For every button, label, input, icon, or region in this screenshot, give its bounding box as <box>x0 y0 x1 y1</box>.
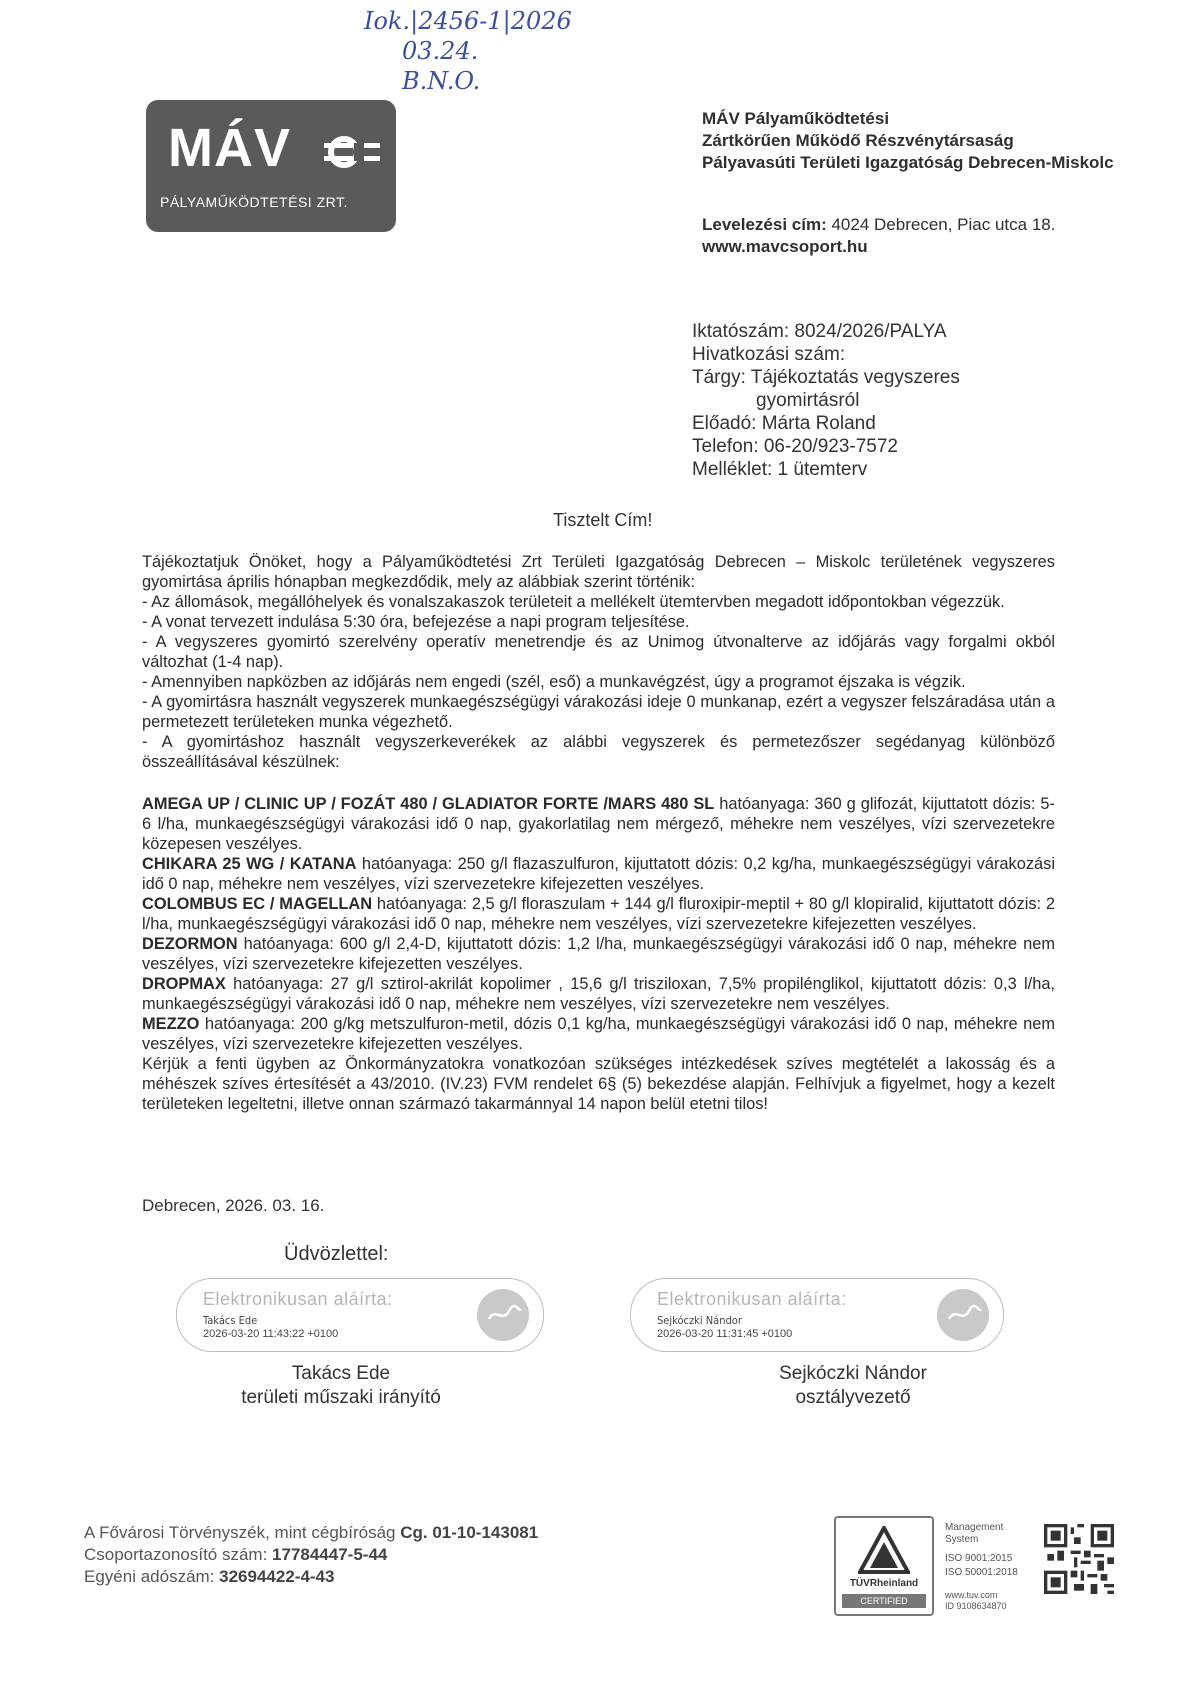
bullet-weather: - Amennyiben napközben az időjárás nem engedi (szél, eső) a munkavégzést, úgy a programot éjszaka is végzik. <box>142 673 966 691</box>
signature-seal-icon <box>937 1289 989 1341</box>
signer-role: területi műszaki irányító <box>241 1387 441 1408</box>
closing-paragraph: Kérjük a fenti ügyben az Önkormányzatokra vonatkozóan szükséges intézkedések szíves megtételét a lakosság és a méhészek szíves értesítését a 43/2010. (IV.23) FVM rendelet 6§ (5) bekezdése alapján. Felhívjuk a figyelmet, hogy a kezelt területeken legeltetni, illetve onnan származó takarmánnyal 14 napon belül etetni tilos! <box>142 1055 1055 1113</box>
product-dezormon <box>142 934 1055 974</box>
presenter: Előadó: Márta Roland <box>692 413 876 434</box>
tuv-website[interactable]: www.tuv.com <box>945 1590 998 1600</box>
electronic-signature-2[interactable] <box>630 1278 1004 1352</box>
website-link[interactable]: www.mavcsoport.hu <box>702 237 868 256</box>
reference-number: Iktatószám: 8024/2026/PALYA <box>692 321 947 342</box>
qr-code-icon[interactable] <box>1044 1524 1114 1594</box>
signature-timestamp: 2026-03-20 11:43:22 +0100 <box>203 1328 339 1340</box>
bullet-waiting-time: - A gyomirtásra használt vegyszerek munkaegészségügyi várakozási ideje 0 munkanap, ezért a vegyszer felszáradása után a permetezett területeken munka végezhető. <box>142 693 1055 731</box>
address-label: Levelezési cím: <box>702 215 827 234</box>
court-label: A Fővárosi Törvényszék, mint cégbíróság <box>84 1523 401 1542</box>
company-name-line-1: MÁV Pályaműködtetési <box>702 109 890 128</box>
signature-name: Takács Ede <box>203 1314 258 1327</box>
iso-9001: ISO 9001:2015 <box>945 1553 1013 1564</box>
product-dropmax <box>142 974 1055 1014</box>
system-line-2: System <box>945 1534 979 1545</box>
regards: Üdvözlettel: <box>284 1243 389 1265</box>
mav-logo <box>146 100 396 232</box>
tuv-brand: TÜVRheinland <box>849 1578 919 1589</box>
signer-name: Takács Ede <box>291 1363 391 1384</box>
management-system-info <box>945 1522 1018 1612</box>
subject: Tárgy: Tájékoztatás vegyszeres <box>692 367 960 388</box>
company-name-line-2: Zártkörűen Működő Részvénytársaság <box>702 131 1014 150</box>
bullet-mixtures: - A gyomirtáshoz használt vegyszerkeverékek az alábbi vegyszerek és permetezőszer segédanyag különböző összeállításával készülnek: <box>142 733 1055 771</box>
system-line-1: Management <box>945 1522 1004 1533</box>
electronic-signature-1[interactable] <box>176 1278 544 1352</box>
signature-label: Elektronikusan aláírta: <box>203 1289 393 1309</box>
footer-registry <box>84 1522 538 1588</box>
bullet-operative-schedule: - A vegyszeres gyomirtó szerelvény operatív menetrendje és az Unimog útvonalterve az időjárás vagy forgalmi okból változhat (1-4 nap). <box>142 633 1055 671</box>
product-name: MEZZO <box>142 1015 200 1033</box>
product-description: hatóanyaga: 2,5 g/l floraszulam + 144 g/l fluroxipir-meptil + 80 g/l klopiralid, kijuttatott dózis: 2 l/ha, munkaegészségügyi várakozási idő 0 nap, méhekre nem veszélyes, vízi szervezetekre kifejezetten veszélyes. <box>142 895 1055 933</box>
phone: Telefon: 06-20/923-7572 <box>692 436 898 457</box>
group-id-label: Csoportazonosító szám: <box>84 1545 273 1564</box>
intro-paragraph: Tájékoztatjuk Önöket, hogy a Pályaműködtetési Zrt Területi Igazgatóság Debrecen – Miskolc területének vegyszeres gyomirtása április hónapban megkezdődik, mely az alábbiak szerint történik: <box>142 553 1055 591</box>
product-mezzo <box>142 1014 1055 1054</box>
signature-timestamp: 2026-03-20 11:31:45 +0100 <box>657 1328 793 1340</box>
product-description: hatóanyaga: 27 g/l sztirol-akrilát kopolimer , 15,6 g/l trisziloxan, 7,5% propilénglikol, kijuttatott dózis: 0,3 l/ha, munkaegészségügyi várakozási idő 0 nap, méhekre nem veszélyes, vízi szervezetekre nem veszélyes. <box>142 975 1055 1013</box>
company-header <box>702 108 1114 174</box>
city-date: Debrecen, 2026. 03. 16. <box>142 1196 325 1215</box>
product-description: hatóanyaga: 360 g glifozát, kijuttatott dózis: 5-6 l/ha, munkaegészségügyi várakozási idő 0 nap, gyakorlatilag nem mérgező, méhekre nem veszélyes, vízi szervezetekre közepesen veszélyes. <box>142 795 1055 853</box>
signature-seal-icon <box>477 1289 529 1341</box>
tax-id-label: Egyéni adószám: <box>84 1567 220 1586</box>
court-value: Cg. 01-10-143081 <box>400 1523 539 1542</box>
railway-symbol-icon <box>324 133 380 171</box>
product-name: COLOMBUS EC / MAGELLAN <box>142 895 373 913</box>
company-name-line-3: Pályavasúti Területi Igazgatóság Debrecen-Miskolc <box>702 153 1114 172</box>
tuv-triangle-icon <box>858 1526 910 1574</box>
tuv-certification-badge <box>834 1516 934 1616</box>
tuv-id: ID 9108634870 <box>945 1601 1007 1611</box>
product-amega <box>142 794 1055 854</box>
handwritten-registration-note <box>364 6 684 96</box>
product-description: hatóanyaga: 250 g/l flazaszulfuron, kijuttatott dózis: 0,2 kg/ha, munkaegészségügyi várakozási idő 0 nap, méhekre nem veszélyes, vízi szervezetekre kifejezetten veszélyes. <box>142 855 1055 893</box>
signer-1 <box>206 1362 476 1410</box>
bullet-train-start: - A vonat tervezett indulása 5:30 óra, befejezése a napi program teljesítése. <box>142 613 690 631</box>
subject-continued: gyomirtásról <box>756 390 860 411</box>
signer-name: Sejkóczki Nándor <box>779 1363 927 1384</box>
bullet-schedule: - Az állomások, megállóhelyek és vonalszakaszok területeit a mellékelt ütemtervben megadott időpontokban végezzük. <box>142 593 1005 611</box>
signature-label: Elektronikusan aláírta: <box>657 1289 847 1309</box>
salutation: Tisztelt Cím! <box>553 510 653 530</box>
document-meta <box>692 320 960 481</box>
signature-name: Sejkóczki Nándor <box>657 1314 742 1327</box>
iso-50001: ISO 50001:2018 <box>945 1567 1018 1578</box>
product-description: hatóanyaga: 600 g/l 2,4-D, kijuttatott dózis: 1,2 l/ha, munkaegészségügyi várakozási idő 0 nap, méhekre nem veszélyes, vízi szervezetekre kifejezetten veszélyes. <box>142 935 1055 973</box>
product-chikara <box>142 854 1055 894</box>
handwritten-line-1: Iok.|2456-1|2026 <box>364 7 572 35</box>
signer-role: osztályvezető <box>795 1387 911 1408</box>
group-id-value: 17784447-5-44 <box>272 1545 388 1564</box>
logo-wordmark: MÁV <box>168 118 291 178</box>
signer-2 <box>718 1362 988 1410</box>
address-value: 4024 Debrecen, Piac utca 18. <box>826 215 1056 234</box>
citation-number: Hivatkozási szám: <box>692 344 846 365</box>
product-name: AMEGA UP / CLINIC UP / FOZÁT 480 / GLADIATOR FORTE /MARS 480 SL <box>142 795 715 813</box>
handwritten-line-2: 03.24. <box>402 37 479 65</box>
attachment: Melléklet: 1 ütemterv <box>692 459 868 480</box>
postal-address <box>702 214 1055 258</box>
product-colombus <box>142 894 1055 934</box>
tax-id-value: 32694422-4-43 <box>219 1567 335 1586</box>
product-name: CHIKARA 25 WG / KATANA <box>142 855 357 873</box>
logo-subtitle: PÁLYAMŰKÖDTETÉSI ZRT. <box>160 194 348 210</box>
product-description: hatóanyaga: 200 g/kg metszulfuron-metil, dózis 0,1 kg/ha, munkaegészségügyi várakozási idő 0 nap, méhekre nem veszélyes, vízi szervezetekre kifejezetten veszélyes. <box>142 1015 1055 1053</box>
letter-body <box>142 552 1055 1114</box>
product-name: DROPMAX <box>142 975 226 993</box>
certified-label: CERTIFIED <box>842 1594 926 1608</box>
handwritten-line-3: B.N.O. <box>402 67 481 95</box>
product-name: DEZORMON <box>142 935 238 953</box>
